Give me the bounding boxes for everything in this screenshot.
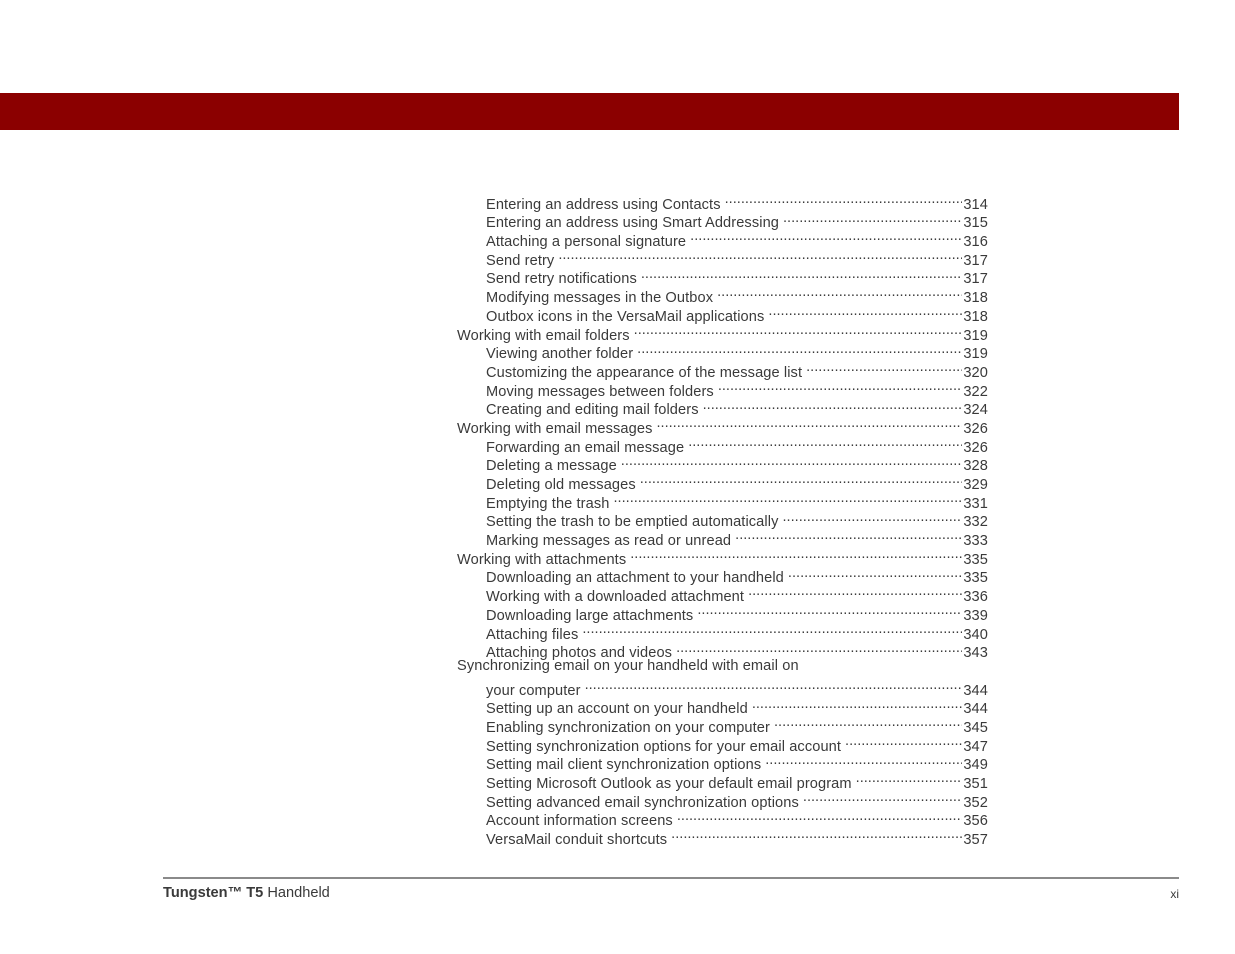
toc-entry-page-number: 356 [963,813,988,830]
toc-entry-title: VersaMail conduit shortcuts [486,832,668,849]
toc-dot-leader [697,601,962,620]
toc-entry-title: Working with attachments [457,551,627,568]
toc-dot-leader [621,452,963,471]
table-of-contents [457,190,988,849]
toc-entry-title: your computer [486,682,581,699]
toc-entry-page-number: 326 [963,420,988,437]
toc-dot-leader [735,526,962,545]
toc-entry-title: Synchronizing email on your handheld with email on [457,658,799,675]
toc-entry-page-number: 335 [963,570,988,587]
toc-entry-title: Downloading an attachment to your handheld [486,570,784,587]
toc-dot-leader [803,788,962,807]
toc-entry-title: Entering an address using Contacts [486,196,721,213]
toc-entry-title: Working with a downloaded attachment [486,589,745,606]
product-suffix: Handheld [263,885,330,901]
product-brand: Tungsten™ T5 [163,885,264,901]
toc-dot-leader [558,246,962,265]
toc-dot-leader [752,695,963,714]
toc-entry-title: Modifying messages in the Outbox [486,290,714,307]
toc-dot-leader [788,564,962,583]
toc-entry-title: Setting Microsoft Outlook as your default email program [486,776,852,792]
toc-entry-page-number: 344 [963,701,988,718]
toc-dot-leader [634,321,963,340]
toc-entry-title: Setting advanced email synchronization options [486,794,799,811]
toc-entry-title: Enabling synchronization on your computer [486,719,770,736]
toc-dot-leader [585,676,963,695]
toc-dot-leader [856,769,963,788]
toc-entry-page-number: 332 [963,514,988,531]
toc-dot-leader [637,340,962,359]
toc-entry-page-number: 324 [963,402,988,419]
footer-product-name [163,884,330,902]
toc-entry-page-number: 319 [963,346,988,363]
toc-entry[interactable] [457,657,988,676]
toc-dot-leader [718,377,963,396]
toc-dot-leader [703,396,963,415]
footer-rule [163,877,1179,879]
toc-dot-leader [640,470,963,489]
toc-entry[interactable] [457,190,988,213]
toc-dot-leader [656,414,962,433]
toc-entry-page-number: 351 [963,776,988,792]
toc-entry-title: Setting up an account on your handheld [486,701,748,718]
toc-entry-title: Marking messages as read or unread [486,533,732,550]
toc-entry-page-number: 316 [963,234,988,251]
toc-entry-page-number: 336 [963,589,988,606]
toc-dot-leader [774,713,962,732]
toc-entry-page-number: 318 [963,308,988,325]
toc-entry-page-number: 326 [963,439,988,456]
toc-entry-title: Setting synchronization options for your email account [486,738,842,755]
toc-entry-title: Working with email messages [457,420,653,437]
toc-entry-title: Attaching photos and videos [486,645,673,662]
toc-entry-title: Customizing the appearance of the message list [486,364,803,381]
toc-entry-title: Forwarding an email message [486,439,685,456]
toc-entry-title: Creating and editing mail folders [486,402,699,419]
toc-entry[interactable] [457,676,988,699]
toc-entry-page-number: 333 [963,533,988,550]
toc-entry-title: Send retry notifications [486,271,637,288]
toc-entry-title: Outbox icons in the VersaMail applications [486,308,765,325]
toc-entry-page-number: 340 [963,626,988,643]
toc-entry-page-number: 317 [963,271,988,288]
toc-entry-title: Send retry [486,252,555,269]
toc-dot-leader [630,545,962,564]
toc-dot-leader [748,582,962,601]
toc-entry-page-number: 322 [963,383,988,400]
header-band [0,93,1179,130]
toc-entry-page-number: 331 [963,495,988,512]
toc-entry-title: Attaching a personal signature [486,234,687,251]
toc-dot-leader [806,358,962,377]
toc-dot-leader [690,227,962,246]
toc-dot-leader [641,265,962,284]
toc-entry-page-number: 328 [963,458,988,475]
toc-dot-leader [677,807,963,826]
toc-entry-title: Emptying the trash [486,495,610,512]
toc-entry-page-number: 343 [963,645,988,662]
toc-entry-title: Setting mail client synchronization options [486,757,762,774]
toc-entry-title: Viewing another folder [486,346,634,363]
toc-entry-page-number: 345 [963,719,988,736]
toc-entry-title: Downloading large attachments [486,607,694,624]
toc-dot-leader [768,302,962,321]
toc-dot-leader [582,620,962,639]
toc-dot-leader [717,283,962,302]
toc-entry-page-number: 318 [963,290,988,307]
toc-dot-leader [671,825,962,844]
toc-entry-page-number: 347 [963,738,988,755]
toc-dot-leader [725,190,963,209]
toc-entry-title: Deleting old messages [486,477,636,493]
toc-entry-page-number: 349 [963,757,988,774]
toc-entry-page-number: 320 [963,364,988,381]
toc-entry-title: Working with email folders [457,327,630,344]
toc-entry-title: Account information screens [486,813,673,830]
toc-entry-page-number: 317 [963,252,988,269]
toc-dot-leader [783,209,962,228]
toc-entry-title: Attaching files [486,626,579,643]
toc-entry-page-number: 319 [963,327,988,344]
toc-entry-page-number: 352 [963,794,988,811]
toc-dot-leader [765,751,962,770]
toc-entry-title: Setting the trash to be emptied automatically [486,514,779,531]
toc-entry-page-number: 329 [963,477,988,493]
toc-entry-title: Moving messages between folders [486,383,714,400]
toc-dot-leader [782,508,962,527]
toc-dot-leader [676,639,962,658]
toc-entry-page-number: 315 [963,215,988,232]
toc-dot-leader [688,433,962,452]
toc-entry-page-number: 357 [963,832,988,849]
toc-dot-leader [613,489,962,508]
toc-entry-page-number: 339 [963,607,988,624]
toc-entry-title: Entering an address using Smart Addressing [486,215,779,232]
toc-entry-page-number: 314 [963,196,988,213]
toc-dot-leader [845,732,962,751]
toc-entry-page-number: 335 [963,551,988,568]
footer-page-number: xi [1170,887,1179,901]
toc-entry-page-number: 344 [963,682,988,699]
toc-entry-title: Deleting a message [486,458,617,475]
